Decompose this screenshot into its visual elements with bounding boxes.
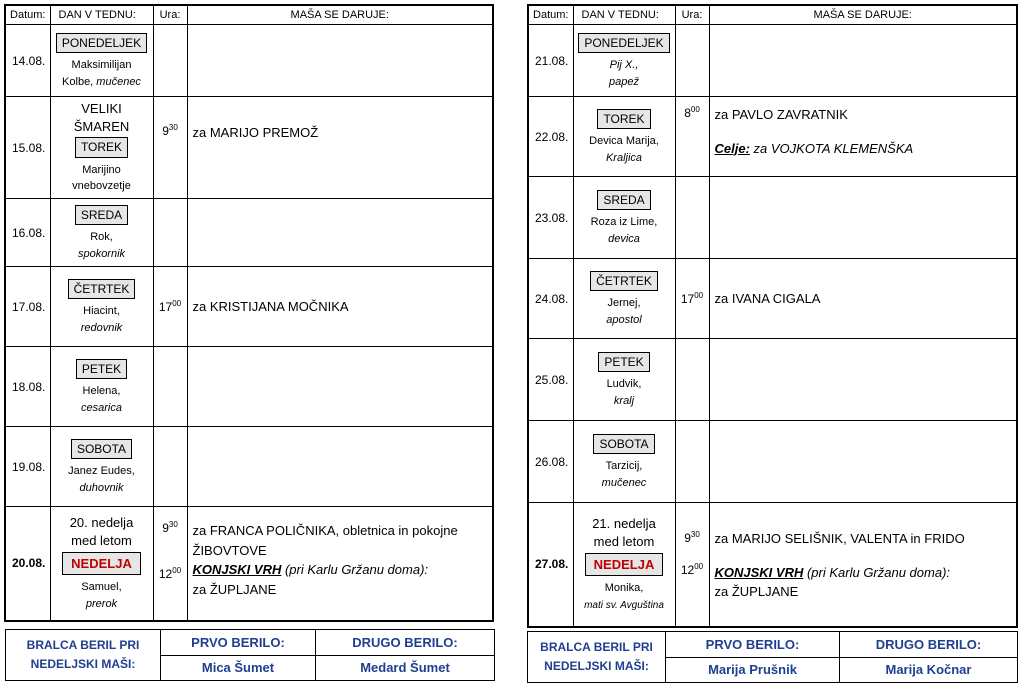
day-cell [50, 347, 153, 427]
time-cell: $8^{00}$ [675, 97, 709, 177]
mass-cell [187, 199, 493, 267]
weekday-label: NEDELJA [62, 552, 141, 576]
readers-footer-left [5, 629, 495, 681]
feast-name: med letom [71, 532, 132, 548]
readers-footer-right [527, 631, 1018, 683]
date-cell: 20.08. [5, 507, 50, 621]
mass-cell: za MARIJO PREMOŽ [187, 97, 493, 199]
header-time: Ura: [675, 5, 709, 25]
saint-name: Jernej, [607, 297, 641, 310]
saint-title: papež [609, 75, 639, 88]
date-cell: 27.08. [528, 503, 573, 627]
time-cell: $17^{00}$ [675, 259, 709, 339]
weekday-label: SREDA [597, 190, 650, 210]
mass-cell: za IVANA CIGALA [709, 259, 1017, 339]
weekday-label: SOBOTA [593, 434, 654, 454]
mass-cell: za FRANCA POLIČNIKA, obletnica in pokojne ŽIBOVTOVE KONJSKI VRH (pri Karlu Gržanu doma): za ŽUPLJANE [187, 507, 493, 621]
saint-title: redovnik [80, 321, 123, 334]
second-reader-name: Marija Kočnar [840, 657, 1018, 683]
saint-name: Tarzicij, [605, 460, 643, 473]
date-cell: 23.08. [528, 177, 573, 259]
day-cell [50, 199, 153, 267]
saint-name: Devica Marija, [589, 135, 659, 148]
table-row [528, 503, 1017, 627]
day-cell [573, 97, 675, 177]
time-cell [153, 347, 187, 427]
feast-name: 20. nedelja [69, 515, 134, 531]
weekday-label: PONEDELJEK [578, 33, 669, 53]
mass-cell [187, 25, 493, 97]
table-row [528, 25, 1017, 97]
header-date: Datum: [5, 5, 50, 25]
time-cell [675, 177, 709, 259]
time-cell: $9^{30}$ $12^{00}$ [153, 507, 187, 621]
date-cell: 24.08. [528, 259, 573, 339]
weekday-label: TOREK [597, 109, 650, 129]
readers-label: BRALCA BERIL PRI NEDELJSKI MAŠI: [528, 632, 666, 683]
table-row [5, 267, 493, 347]
weekday-label: TOREK [75, 137, 128, 157]
date-cell: 17.08. [5, 267, 50, 347]
day-cell [573, 421, 675, 503]
readers-label: BRALCA BERIL PRI NEDELJSKI MAŠI: [6, 630, 161, 681]
mass-cell [709, 421, 1017, 503]
saint-title: mučenec [601, 476, 647, 489]
header-time: Ura: [153, 5, 187, 25]
header-row [528, 5, 1017, 25]
header-day: DAN V TEDNU: [50, 5, 153, 25]
weekday-label: PETEK [598, 352, 649, 372]
time-cell [675, 25, 709, 97]
weekday-label: NEDELJA [585, 553, 664, 577]
weekday-label: SREDA [75, 205, 128, 225]
saint-title: apostol [606, 313, 642, 326]
table-row [5, 199, 493, 267]
weekday-label: PETEK [76, 359, 127, 379]
feast-name: VELIKI ŠMAREN [73, 101, 130, 134]
header-date: Datum: [528, 5, 573, 25]
date-cell: 14.08. [5, 25, 50, 97]
saint-name: Pij X., [609, 59, 639, 72]
date-cell: 15.08. [5, 97, 50, 199]
mass-cell: za MARIJO SELIŠNIK, VALENTA in FRIDO KONJSKI VRH (pri Karlu Gržanu doma): za ŽUPLJANE [709, 503, 1017, 627]
saint-name: Samuel, [81, 581, 122, 594]
saint-title: devica [608, 232, 640, 245]
time-cell: $17^{00}$ [153, 267, 187, 347]
weekday-label: PONEDELJEK [56, 33, 147, 53]
saint-name: Roza iz Lime, [590, 216, 658, 229]
time-cell [675, 421, 709, 503]
table-row [528, 421, 1017, 503]
day-cell [50, 507, 153, 621]
saint-title: duhovnik [79, 481, 124, 494]
second-reading-label: DRUGO BERILO: [840, 632, 1018, 658]
date-cell: 26.08. [528, 421, 573, 503]
table-row [5, 507, 493, 621]
table-row [528, 259, 1017, 339]
saint-name: Hiacint, [83, 305, 120, 318]
date-cell: 18.08. [5, 347, 50, 427]
saint-title: mati sv. Avguština [584, 599, 664, 611]
date-cell: 16.08. [5, 199, 50, 267]
day-cell [573, 177, 675, 259]
day-cell [50, 97, 153, 199]
header-mass: MAŠA SE DARUJE: [187, 5, 493, 25]
mass-cell [709, 177, 1017, 259]
date-cell: 25.08. [528, 339, 573, 421]
saint-name: Marijino [82, 163, 121, 176]
first-reader-name: Mica Šumet [161, 655, 316, 681]
mass-cell [187, 347, 493, 427]
table-row [528, 339, 1017, 421]
mass-cell: za PAVLO ZAVRATNIK Celje: za VOJKOTA KLEMENŠKA [709, 97, 1017, 177]
weekday-label: ČETRTEK [590, 271, 658, 291]
header-row [5, 5, 493, 25]
date-cell: 21.08. [528, 25, 573, 97]
day-cell [50, 267, 153, 347]
saint-name: Ludvik, [606, 378, 642, 391]
time-cell: $9^{30}$ $12^{00}$ [675, 503, 709, 627]
mass-cell [187, 427, 493, 507]
time-cell [153, 25, 187, 97]
time-cell: $9^{30}$ [153, 97, 187, 199]
schedule-left [4, 4, 494, 622]
first-reading-label: PRVO BERILO: [666, 632, 840, 658]
date-cell: 22.08. [528, 97, 573, 177]
day-cell [50, 427, 153, 507]
first-reading-label: PRVO BERILO: [161, 630, 316, 656]
date-cell: 19.08. [5, 427, 50, 507]
header-day: DAN V TEDNU: [573, 5, 675, 25]
saint-title: prerok [85, 597, 118, 610]
day-cell [573, 25, 675, 97]
saint-name: Monika, [604, 582, 644, 595]
time-cell [153, 199, 187, 267]
second-reader-name: Medard Šumet [316, 655, 495, 681]
day-cell [573, 339, 675, 421]
table-row [528, 177, 1017, 259]
day-cell [573, 503, 675, 627]
mass-cell [709, 25, 1017, 97]
saint-title: cesarica [81, 401, 122, 414]
schedule-right [527, 4, 1018, 628]
saint-title: Kraljica [605, 151, 643, 164]
saint-name: Maksimilijan [71, 59, 132, 72]
saint-title: spokornik [77, 247, 126, 260]
time-cell [675, 339, 709, 421]
time-cell [153, 427, 187, 507]
day-cell [573, 259, 675, 339]
table-row [528, 97, 1017, 177]
first-reader-name: Marija Prušnik [666, 657, 840, 683]
saint-name: Helena, [82, 385, 121, 398]
mass-cell: za KRISTIJANA MOČNIKA [187, 267, 493, 347]
saint-name: Rok, [90, 231, 113, 244]
second-reading-label: DRUGO BERILO: [316, 630, 495, 656]
weekday-label: SOBOTA [71, 439, 132, 459]
saint-name: Janez Eudes, [68, 465, 135, 478]
saint-title: kralj [613, 394, 635, 407]
saint-title: Kolbe, mučenec [62, 75, 141, 88]
table-row [5, 427, 493, 507]
mass-cell [709, 339, 1017, 421]
feast-name: 21. nedelja [592, 516, 656, 532]
saint-title: vnebovzetje [72, 180, 131, 193]
day-cell [50, 25, 153, 97]
table-row [5, 25, 493, 97]
weekday-label: ČETRTEK [68, 279, 136, 299]
table-row [5, 97, 493, 199]
header-mass: MAŠA SE DARUJE: [709, 5, 1017, 25]
table-row [5, 347, 493, 427]
feast-name: med letom [593, 533, 655, 549]
